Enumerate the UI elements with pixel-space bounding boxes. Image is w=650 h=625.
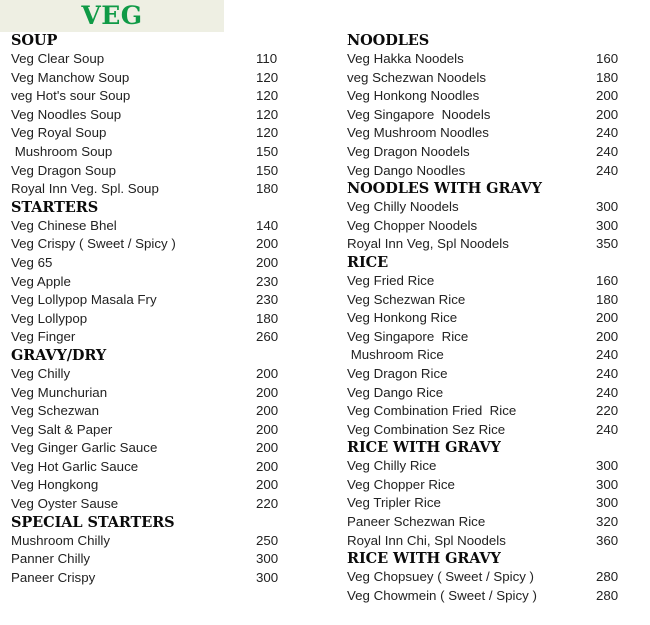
menu-item-price: 300 — [596, 476, 619, 492]
section-heading: SOUP — [11, 32, 58, 49]
menu-row — [347, 568, 636, 587]
menu-row — [347, 143, 636, 162]
menu-item-price: 140 — [256, 217, 279, 233]
menu-item-name: Veg Dango Rice — [347, 384, 444, 400]
menu-item-name: Veg Clear Soup — [11, 51, 105, 66]
menu-row — [11, 458, 328, 477]
menu-item-name: Paneer Schezwan Rice — [347, 514, 486, 530]
section-heading: RICE WITH GRAVY — [347, 550, 501, 568]
menu-item-name: Veg Noodles Soup — [11, 106, 122, 122]
menu-item-name: Royal Inn Chi, Spl Noodels — [347, 532, 506, 548]
menu-row — [11, 254, 328, 273]
veg-banner-title: VEG — [81, 1, 143, 30]
menu-item-price: 250 — [256, 532, 279, 548]
menu-item-name: Veg Royal Soup — [11, 125, 107, 141]
menu-item-price: 200 — [256, 421, 279, 437]
section-heading: NOODLES WITH GRAVY — [347, 180, 542, 198]
menu-item-name: Veg Chilly Rice — [347, 458, 437, 474]
menu-row — [347, 346, 636, 365]
menu-row — [11, 124, 328, 143]
menu-item-price: 200 — [256, 458, 279, 474]
menu-item-price: 240 — [596, 421, 619, 437]
menu-row — [347, 87, 636, 106]
menu-item-name: Veg Hot Garlic Sauce — [11, 458, 139, 474]
menu-item-name: Royal Inn Veg, Spl Noodels — [347, 236, 509, 252]
menu-row — [11, 550, 328, 569]
menu-row — [347, 587, 636, 606]
menu-column-left — [0, 32, 340, 587]
menu-item-name: Veg Apple — [11, 273, 71, 289]
menu-row — [347, 291, 636, 310]
menu-item-price: 240 — [596, 365, 619, 381]
menu-row — [347, 69, 636, 88]
menu-row — [11, 217, 328, 236]
menu-item-name: Veg Honkong Noodles — [347, 88, 480, 104]
menu-item-price: 120 — [256, 106, 279, 122]
menu-column-right — [340, 32, 650, 605]
menu-item-price: 260 — [256, 329, 279, 345]
section-heading: RICE — [347, 253, 389, 271]
menu-row — [11, 87, 328, 106]
menu-row — [347, 162, 636, 181]
menu-row — [347, 50, 636, 69]
menu-item-price: 120 — [256, 88, 279, 104]
menu-columns — [0, 32, 650, 605]
menu-item-name: Veg Chopper Noodels — [347, 217, 478, 233]
menu-item-name: Veg Lollypop — [11, 310, 88, 326]
menu-item-price: 180 — [596, 291, 619, 307]
menu-row — [347, 476, 636, 495]
menu-item-name: veg Hot's sour Soup — [11, 88, 131, 104]
menu-item-price: 280 — [596, 569, 619, 585]
menu-row — [347, 421, 636, 440]
menu-row — [11, 180, 328, 199]
menu-row — [11, 162, 328, 181]
menu-item-name: Veg Chilly Noodels — [347, 199, 459, 215]
menu-item-name: Mushroom Rice — [347, 347, 444, 363]
menu-item-price: 200 — [256, 236, 279, 252]
menu-item-name: Veg Crispy ( Sweet / Spicy ) — [11, 236, 176, 252]
menu-item-price: 220 — [596, 403, 619, 419]
menu-row — [347, 198, 636, 217]
menu-row — [11, 273, 328, 292]
menu-item-price: 300 — [596, 217, 619, 233]
menu-row — [347, 457, 636, 476]
menu-item-price: 180 — [596, 69, 619, 85]
menu-item-price: 320 — [596, 514, 619, 530]
menu-item-name: Veg Singapore Noodels — [347, 106, 491, 122]
menu-item-name: Veg Dragon Rice — [347, 365, 448, 381]
menu-item-name: Veg Combination Fried Rice — [347, 403, 517, 419]
menu-item-name: Panner Chilly — [11, 551, 91, 567]
menu-row — [11, 476, 328, 495]
menu-item-price: 240 — [596, 162, 619, 178]
menu-item-name: veg Schezwan Noodels — [347, 69, 486, 85]
menu-item-name: Veg Combination Sez Rice — [347, 421, 506, 437]
menu-item-name: Veg Singapore Rice — [347, 328, 469, 344]
menu-item-price: 200 — [596, 328, 619, 344]
menu-row — [347, 309, 636, 328]
menu-row — [11, 143, 328, 162]
menu-item-name: Veg Hakka Noodels — [347, 51, 464, 66]
menu-item-price: 230 — [256, 292, 279, 308]
menu-item-price: 300 — [596, 495, 619, 511]
menu-row — [347, 235, 636, 254]
menu-item-price: 200 — [256, 440, 279, 456]
menu-row — [11, 421, 328, 440]
menu-row — [11, 402, 328, 421]
menu-item-price: 200 — [596, 106, 619, 122]
menu-item-name: Veg Finger — [11, 329, 76, 345]
menu-row — [11, 291, 328, 310]
menu-item-name: Veg Dango Noodles — [347, 162, 466, 178]
section-heading: RICE WITH GRAVY — [347, 439, 501, 457]
menu-row — [11, 495, 328, 514]
menu-item-name: Veg Schezwan — [11, 403, 99, 419]
menu-item-name: Veg 65 — [11, 254, 53, 270]
menu-row — [11, 439, 328, 458]
menu-item-price: 180 — [256, 310, 279, 326]
menu-item-name: Veg Oyster Sause — [11, 496, 119, 512]
menu-item-price: 240 — [596, 384, 619, 400]
menu-item-name: Veg Fried Rice — [347, 272, 435, 288]
menu-item-price: 120 — [256, 69, 279, 85]
menu-row — [11, 569, 328, 588]
menu-item-price: 200 — [256, 477, 279, 493]
menu-row — [347, 384, 636, 403]
menu-item-name: Veg Honkong Rice — [347, 310, 458, 326]
menu-item-price: 280 — [596, 587, 619, 603]
menu-item-price: 300 — [256, 551, 279, 567]
menu-row — [347, 272, 636, 291]
menu-row — [11, 384, 328, 403]
menu-row — [11, 69, 328, 88]
menu-row — [347, 494, 636, 513]
menu-item-name: Veg Chinese Bhel — [11, 217, 117, 233]
menu-item-name: Veg Chilly — [11, 365, 71, 381]
menu-item-name: Mushroom Chilly — [11, 532, 111, 548]
menu-row — [347, 124, 636, 143]
menu-item-price: 120 — [256, 125, 279, 141]
menu-item-name: Veg Dragon Soup — [11, 162, 116, 178]
menu-item-name: Veg Chowmein ( Sweet / Spicy ) — [347, 587, 537, 603]
menu-item-price: 240 — [596, 143, 619, 159]
menu-item-name: Veg Chopsuey ( Sweet / Spicy ) — [347, 569, 534, 585]
menu-row — [347, 513, 636, 532]
menu-item-price: 150 — [256, 143, 279, 159]
menu-item-price: 110 — [256, 51, 278, 66]
menu-row — [347, 402, 636, 421]
menu-item-price: 160 — [596, 272, 619, 288]
section-heading: SPECIAL STARTERS — [11, 513, 175, 531]
menu-item-price: 220 — [256, 496, 279, 512]
menu-item-price: 350 — [596, 236, 619, 252]
menu-row — [347, 217, 636, 236]
menu-item-name: Veg Dragon Noodels — [347, 143, 470, 159]
section-heading: NOODLES — [347, 32, 430, 49]
menu-item-name: Veg Ginger Garlic Sauce — [11, 440, 158, 456]
menu-item-name: Veg Tripler Rice — [347, 495, 441, 511]
menu-row — [347, 328, 636, 347]
menu-item-name: Veg Schezwan Rice — [347, 291, 466, 307]
menu-item-price: 150 — [256, 162, 279, 178]
menu-item-name: Veg Manchow Soup — [11, 69, 130, 85]
menu-item-price: 160 — [596, 51, 619, 66]
menu-row — [11, 235, 328, 254]
menu-item-name: Mushroom Soup — [11, 143, 113, 159]
section-heading: STARTERS — [11, 198, 99, 216]
menu-row — [11, 106, 328, 125]
menu-item-name: Royal Inn Veg. Spl. Soup — [11, 181, 159, 197]
menu-item-price: 300 — [596, 199, 619, 215]
menu-item-price: 300 — [596, 458, 619, 474]
veg-banner — [0, 0, 224, 32]
menu-item-price: 360 — [596, 532, 619, 548]
menu-row — [11, 365, 328, 384]
menu-item-name: Paneer Crispy — [11, 569, 96, 585]
menu-item-price: 200 — [256, 365, 279, 381]
menu-row — [11, 532, 328, 551]
menu-item-name: Veg Hongkong — [11, 477, 99, 493]
menu-item-price: 300 — [256, 569, 279, 585]
menu-item-price: 180 — [256, 181, 279, 197]
menu-row — [347, 532, 636, 551]
menu-item-name: Veg Chopper Rice — [347, 476, 455, 492]
menu-item-price: 230 — [256, 273, 279, 289]
menu-row — [347, 106, 636, 125]
menu-item-price: 240 — [596, 347, 619, 363]
menu-item-price: 200 — [256, 384, 279, 400]
menu-item-price: 200 — [256, 254, 279, 270]
menu-item-price: 200 — [256, 403, 279, 419]
menu-item-name: Veg Lollypop Masala Fry — [11, 292, 157, 308]
menu-row — [347, 365, 636, 384]
menu-row — [11, 50, 328, 69]
menu-item-price: 240 — [596, 125, 619, 141]
section-heading: GRAVY/DRY — [11, 346, 107, 364]
menu-item-price: 200 — [596, 88, 619, 104]
menu-item-name: Veg Salt & Paper — [11, 421, 113, 437]
menu-row — [11, 310, 328, 329]
menu-row — [11, 328, 328, 347]
menu-item-price: 200 — [596, 310, 619, 326]
menu-item-name: Veg Mushroom Noodles — [347, 125, 489, 141]
menu-item-name: Veg Munchurian — [11, 384, 108, 400]
